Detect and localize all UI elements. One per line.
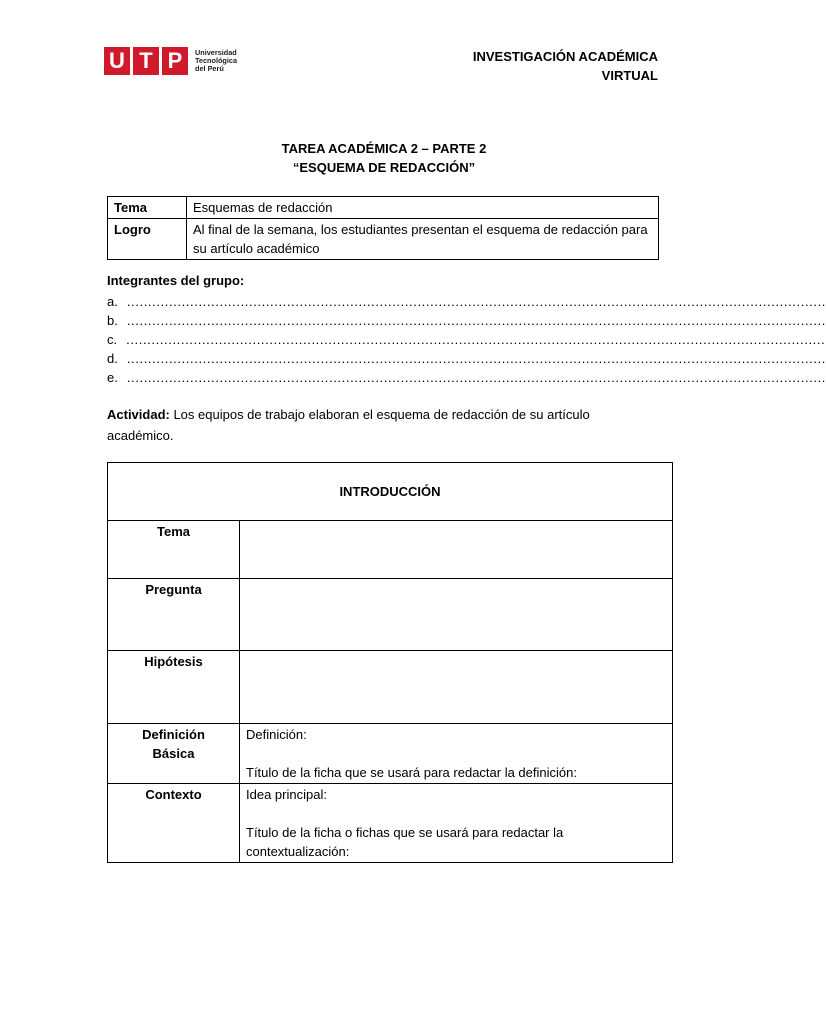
- logro-value: Al final de la semana, los estudiantes presentan el esquema de redacción para su artículo académico: [187, 219, 659, 260]
- info-row-tema: [108, 197, 659, 219]
- scheme-table: [107, 462, 673, 863]
- members-title: Integrantes del grupo:: [107, 273, 245, 288]
- tema-value: Esquemas de redacción: [187, 197, 659, 219]
- tema-label: Tema: [108, 197, 187, 219]
- definicion-label-line: Básica: [152, 746, 195, 761]
- logo-line: Universidad: [195, 47, 237, 57]
- task-title: TAREA ACADÉMICA 2 – PARTE 2: [281, 141, 487, 156]
- member-letter: b.: [107, 313, 118, 328]
- definicion-label-line: Definición: [142, 727, 205, 742]
- member-row-b: [107, 311, 826, 330]
- activity-paragraph: [107, 404, 627, 446]
- contexto-source-prompt: Título de la ficha o fichas que se usará para redactar la contextualización:: [246, 825, 564, 859]
- member-fill-line[interactable]: ......................................................................................................................................................................: [126, 332, 826, 347]
- logo-letters: [104, 47, 188, 75]
- pregunta-row-label: Pregunta: [108, 579, 240, 651]
- contexto-row-label: Contexto: [108, 784, 240, 863]
- member-fill-line[interactable]: ......................................................................................................................................................................: [126, 313, 826, 328]
- scheme-row-definicion: [108, 724, 673, 784]
- info-table: [107, 196, 659, 260]
- logo-letter-u: U: [104, 47, 130, 75]
- scheme-row-hipotesis: [108, 651, 673, 724]
- document-title: [0, 139, 768, 177]
- member-letter: e.: [107, 370, 118, 385]
- members-list: [107, 292, 826, 387]
- logo-line: del Perú: [195, 64, 224, 74]
- tema-row-label: Tema: [108, 521, 240, 579]
- course-header: [473, 47, 658, 85]
- logo-line: Tecnológica: [195, 55, 238, 65]
- task-subtitle: “ESQUEMA DE REDACCIÓN”: [292, 160, 476, 175]
- member-row-d: [107, 349, 826, 368]
- scheme-row-pregunta: [108, 579, 673, 651]
- pregunta-row-content[interactable]: [240, 579, 673, 651]
- member-row-a: [107, 292, 826, 311]
- member-letter: d.: [107, 351, 118, 366]
- course-title: INVESTIGACIÓN ACADÉMICA: [472, 49, 658, 64]
- tema-row-content[interactable]: [240, 521, 673, 579]
- member-row-e: [107, 368, 826, 387]
- definicion-row-label: [108, 724, 240, 784]
- member-fill-line[interactable]: ......................................................................................................................................................................: [126, 294, 826, 309]
- scheme-header: INTRODUCCIÓN: [108, 463, 673, 521]
- member-letter: c.: [107, 332, 118, 347]
- member-fill-line[interactable]: ......................................................................................................................................................................: [126, 351, 826, 366]
- scheme-header-row: [108, 463, 673, 521]
- member-letter: a.: [107, 294, 118, 309]
- definicion-source-prompt: Título de la ficha que se usará para redactar la definición:: [246, 765, 577, 780]
- hipotesis-row-label: Hipótesis: [108, 651, 240, 724]
- scheme-row-contexto: [108, 784, 673, 863]
- hipotesis-row-content[interactable]: [240, 651, 673, 724]
- contexto-prompt: Idea principal:: [246, 787, 327, 802]
- definicion-prompt: Definición:: [246, 727, 307, 742]
- course-modality: VIRTUAL: [601, 68, 658, 83]
- logo-letter-t: T: [133, 47, 159, 75]
- member-row-c: [107, 330, 826, 349]
- contexto-row-content[interactable]: [240, 784, 673, 863]
- logo-university-name: [195, 49, 237, 74]
- utp-logo: [104, 47, 237, 75]
- info-row-logro: [108, 219, 659, 260]
- logro-label: Logro: [108, 219, 187, 260]
- logo-letter-p: P: [162, 47, 188, 75]
- activity-text: Los equipos de trabajo elaboran el esquema de redacción de su artículo académico.: [107, 407, 590, 443]
- definicion-row-content[interactable]: [240, 724, 673, 784]
- scheme-row-tema: [108, 521, 673, 579]
- activity-label: Actividad:: [107, 407, 170, 422]
- member-fill-line[interactable]: ......................................................................................................................................................................: [126, 370, 826, 385]
